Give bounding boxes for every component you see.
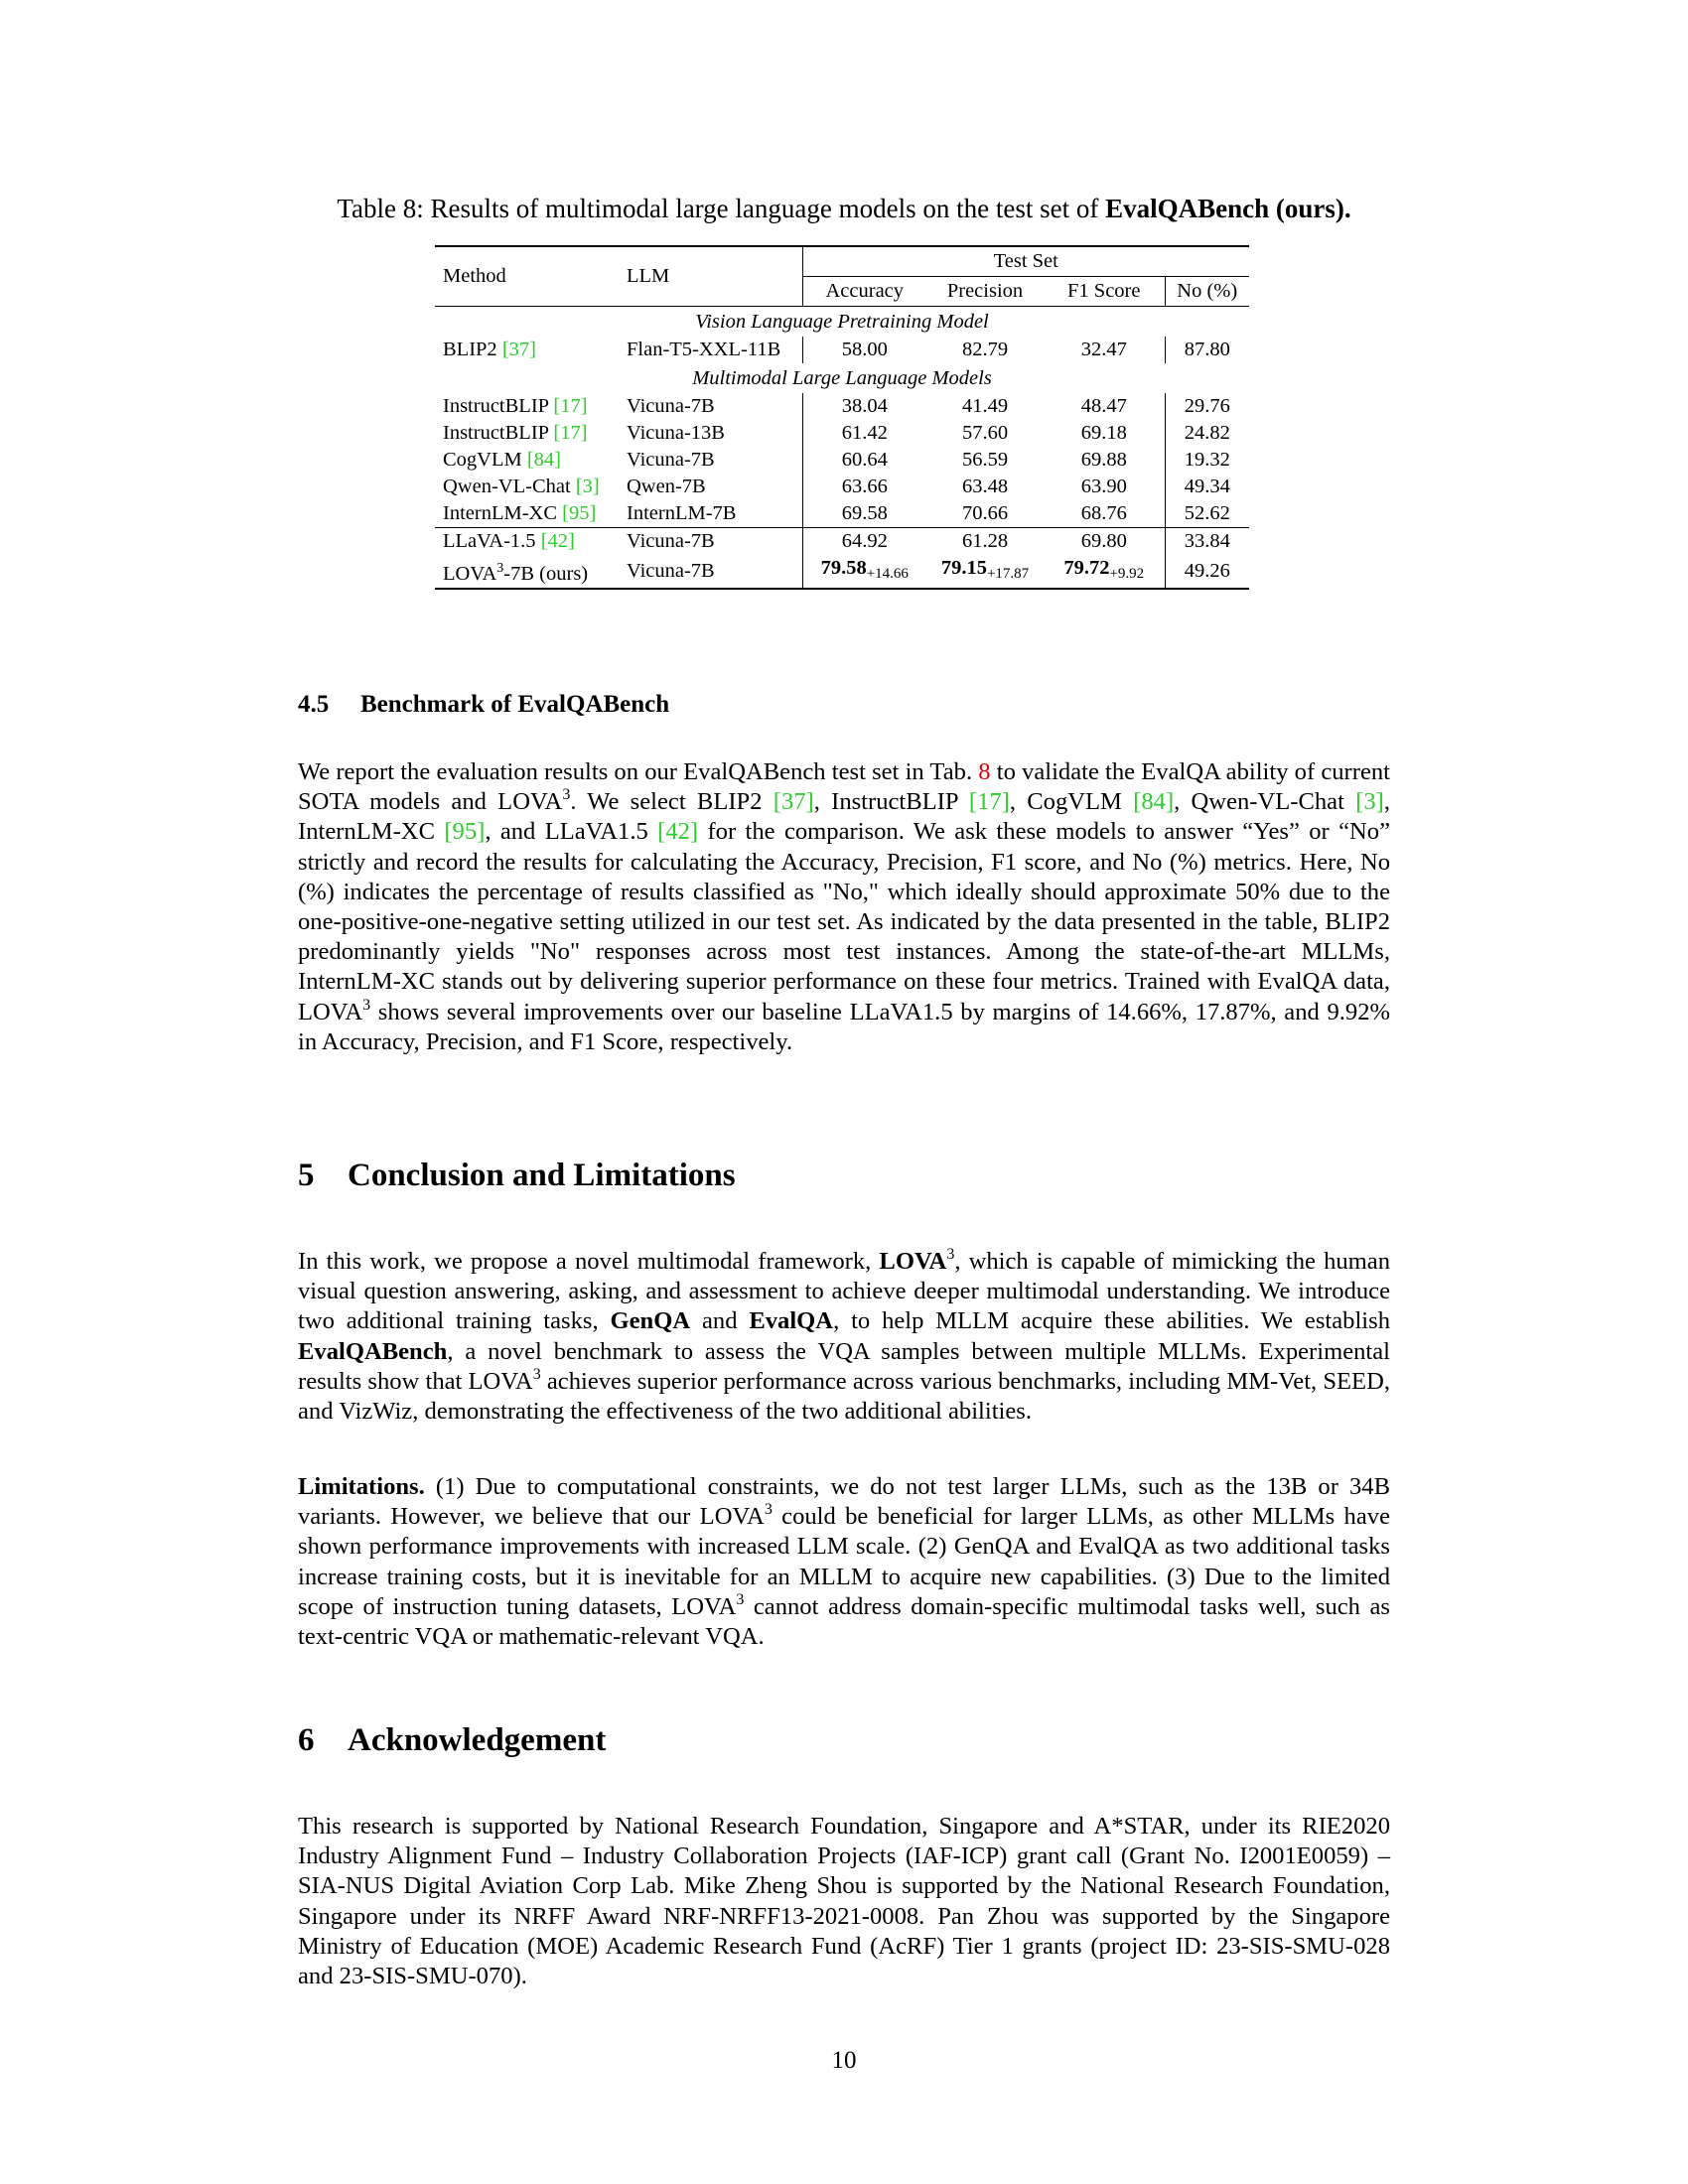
llm-cell: Vicuna-7B	[621, 393, 802, 420]
citation-link[interactable]: [17]	[968, 788, 1010, 816]
method-cell: BLIP2 [37]	[443, 339, 536, 360]
method-cell: LLaVA-1.5 [42]	[435, 528, 621, 556]
citation-link[interactable]: [37]	[501, 339, 536, 360]
method-cell: CogVLM [84]	[443, 449, 562, 471]
accuracy-cell: 38.04	[841, 395, 888, 417]
header-llm: LLM	[621, 246, 802, 307]
table-row	[435, 555, 1249, 589]
precision-cell: 56.59	[961, 449, 1009, 471]
llm-cell: Flan-T5-XXL-11B	[621, 337, 802, 363]
f1-cell: 63.90	[1080, 476, 1127, 497]
precision-cell: 82.79	[961, 339, 1009, 360]
paragraph-4-5: We report the evaluation results on our EvalQABench test set in Tab. 8 to validate the EvalQA ability of current SOTA models and LOVA$^3$. We select BLIP2 [37], InstructBLIP [17], CogVLM [84], Qwen-VL-Chat [3], InternLM-XC [95], and LLaVA1.5 [42] for the comparison. We ask these models to answer “Yes” or “No” strictly and record the results for calculating the Accuracy, Precision, F1 score, and No (%) metrics. Here, No (%) indicates the percentage of results classified as "No," which ideally should approximate 50% due to the one-positive-one-negative setting utilized in our test set. As indicated by the data presented in the table, BLIP2 predominantly yields "No" responses across most test instances. Among the state-of-the-art MLLMs, InternLM-XC stands out by delivering superior performance on these four metrics. Trained with EvalQA data, LOVA$^3$ shows several improvements over our baseline LLaVA1.5 by margins of 14.66%, 17.87%, and 9.92% in Accuracy, Precision, and F1 Score, respectively.	[298, 758, 1390, 1055]
citation-link[interactable]: [17]	[553, 422, 588, 444]
llm-cell: Vicuna-7B	[621, 555, 802, 589]
precision-cell: $79.15_{+17.87}$	[926, 555, 1044, 589]
precision-cell: 63.48	[961, 476, 1009, 497]
llm-cell: InternLM-7B	[621, 500, 802, 528]
llm-cell: Qwen-7B	[621, 474, 802, 500]
subsection-heading-4-5: 4.5 Benchmark of EvalQABench	[298, 691, 670, 718]
paragraph-5-limitations: Limitations. (1) Due to computational constraints, we do not test larger LLMs, such as the 13B or 34B variants. However, we believe that our LOVA$^3$ could be beneficial for larger LLMs, as other MLLMs have shown performance improvements with increased LLM scale. (2) GenQA and EvalQA as two additional tasks increase training costs, but it is inevitable for an MLLM to acquire new capabilities. (3) Due to the limited scope of instruction tuning datasets, LOVA$^3$ cannot address domain-specific multimodal tasks well, such as text-centric VQA or mathematic-relevant VQA.	[298, 1473, 1390, 1651]
table-row	[435, 337, 1249, 363]
no-cell: 33.84	[1165, 528, 1249, 556]
f1-cell: $79.72_{+9.92}$	[1044, 555, 1165, 589]
llm-cell: Vicuna-7B	[621, 447, 802, 474]
citation-link[interactable]: [95]	[562, 502, 597, 524]
f1-cell: 69.18	[1080, 422, 1127, 444]
header-method: Method	[435, 246, 621, 307]
table-reference-link[interactable]: 8	[978, 758, 991, 785]
table-caption	[298, 192, 1390, 225]
section-row-vlp	[435, 307, 1249, 338]
precision-cell: 61.28	[926, 528, 1044, 556]
method-cell: Qwen-VL-Chat [3]	[443, 476, 600, 497]
method-cell: InstructBLIP [17]	[443, 422, 588, 444]
section-title-mllm: Multimodal Large Language Models	[692, 366, 992, 389]
accuracy-cell: 63.66	[841, 476, 888, 497]
accuracy-cell: 58.00	[841, 339, 888, 360]
citation-link[interactable]: [37]	[773, 788, 814, 816]
method-cell: LOVA$^3$-7B (ours)	[435, 555, 621, 589]
paragraph-5-conclusion: In this work, we propose a novel multimodal framework, LOVA$^3$, which is capable of mimicking the human visual question answering, asking, and assessment to achieve deeper multimodal understanding. We introduce two additional training tasks, GenQA and EvalQA, to help MLLM acquire these abilities. We establish EvalQABench, a novel benchmark to assess the VQA samples between multiple MLLMs. Experimental results show that LOVA$^3$ achieves superior performance across various benchmarks, including MM-Vet, SEED, and VizWiz, demonstrating the effectiveness of the two additional abilities.	[298, 1246, 1391, 1426]
no-cell: 29.76	[1165, 393, 1249, 420]
caption-bold: EvalQABench (ours).	[1105, 194, 1351, 223]
limitations-label: Limitations.	[298, 1473, 425, 1500]
citation-link[interactable]: [84]	[1133, 788, 1175, 816]
table-row	[435, 420, 1249, 447]
citation-link[interactable]: [17]	[553, 395, 588, 417]
accuracy-cell: 69.58	[841, 502, 888, 524]
no-cell: 24.82	[1165, 420, 1249, 447]
precision-cell: 70.66	[961, 502, 1009, 524]
accuracy-cell: 60.64	[841, 449, 888, 471]
accuracy-cell: 64.92	[802, 528, 926, 556]
f1-cell: 32.47	[1080, 339, 1127, 360]
section-row-mllm	[435, 363, 1249, 393]
header-precision: Precision	[946, 280, 1024, 302]
llm-cell: Vicuna-13B	[621, 420, 802, 447]
no-cell: 19.32	[1165, 447, 1249, 474]
method-cell: InternLM-XC [95]	[443, 502, 597, 524]
header-no: No (%)	[1165, 277, 1249, 307]
header-test-set: Test Set	[802, 246, 1249, 277]
table-row	[435, 500, 1249, 528]
accuracy-cell: $79.58_{+14.66}$	[802, 555, 926, 589]
no-cell: 49.34	[1165, 474, 1249, 500]
results-table	[435, 245, 1249, 590]
page-number: 10	[831, 2047, 857, 2074]
table-row	[435, 474, 1249, 500]
table-row	[435, 393, 1249, 420]
no-cell: 52.62	[1165, 500, 1249, 528]
no-cell: 49.26	[1165, 555, 1249, 589]
citation-link[interactable]: [95]	[444, 818, 486, 846]
header-accuracy: Accuracy	[825, 280, 905, 302]
paragraph-6-acknowledgement: This research is supported by National Research Foundation, Singapore and A*STAR, under its RIE2020 Industry Alignment Fund – Industry Collaboration Projects (IAF-ICP) grant call (Grant No. I2001E0059) – SIA-NUS Digital Aviation Corp Lab. Mike Zheng Shou is supported by the National Research Foundation, Singapore under its NRFF Award NRF-NRFF13-2021-0008. Pan Zhou was supported by the Singapore Ministry of Education (MOE) Academic Research Fund (AcRF) Tier 1 grants (project ID: 23-SIS-SMU-028 and 23-SIS-SMU-070).	[298, 1813, 1390, 1990]
table-row	[435, 447, 1249, 474]
f1-cell: 69.80	[1044, 528, 1165, 556]
llm-cell: Vicuna-7B	[621, 528, 802, 556]
section-heading-5: 5 Conclusion and Limitations	[298, 1158, 736, 1193]
citation-link[interactable]: [3]	[575, 476, 600, 497]
table-header-row-1	[435, 246, 1249, 277]
citation-link[interactable]: [84]	[526, 449, 562, 471]
accuracy-cell: 61.42	[841, 422, 888, 444]
citation-link[interactable]: [3]	[1355, 788, 1384, 816]
citation-link[interactable]: [42]	[657, 818, 699, 846]
f1-cell: 48.47	[1080, 395, 1127, 417]
table-row	[435, 528, 1249, 556]
section-title-vlp: Vision Language Pretraining Model	[435, 307, 1249, 338]
section-heading-6: 6 Acknowledgement	[298, 1722, 607, 1758]
precision-cell: 41.49	[961, 395, 1009, 417]
caption-text: Table 8: Results of multimodal large language models on the test set of	[337, 194, 1106, 223]
f1-cell: 69.88	[1080, 449, 1127, 471]
header-f1: F1 Score	[1067, 280, 1141, 302]
citation-link[interactable]: [42]	[540, 530, 575, 552]
method-cell: InstructBLIP [17]	[443, 395, 588, 417]
no-cell: 87.80	[1165, 337, 1249, 363]
f1-cell: 68.76	[1080, 502, 1127, 524]
precision-cell: 57.60	[961, 422, 1009, 444]
